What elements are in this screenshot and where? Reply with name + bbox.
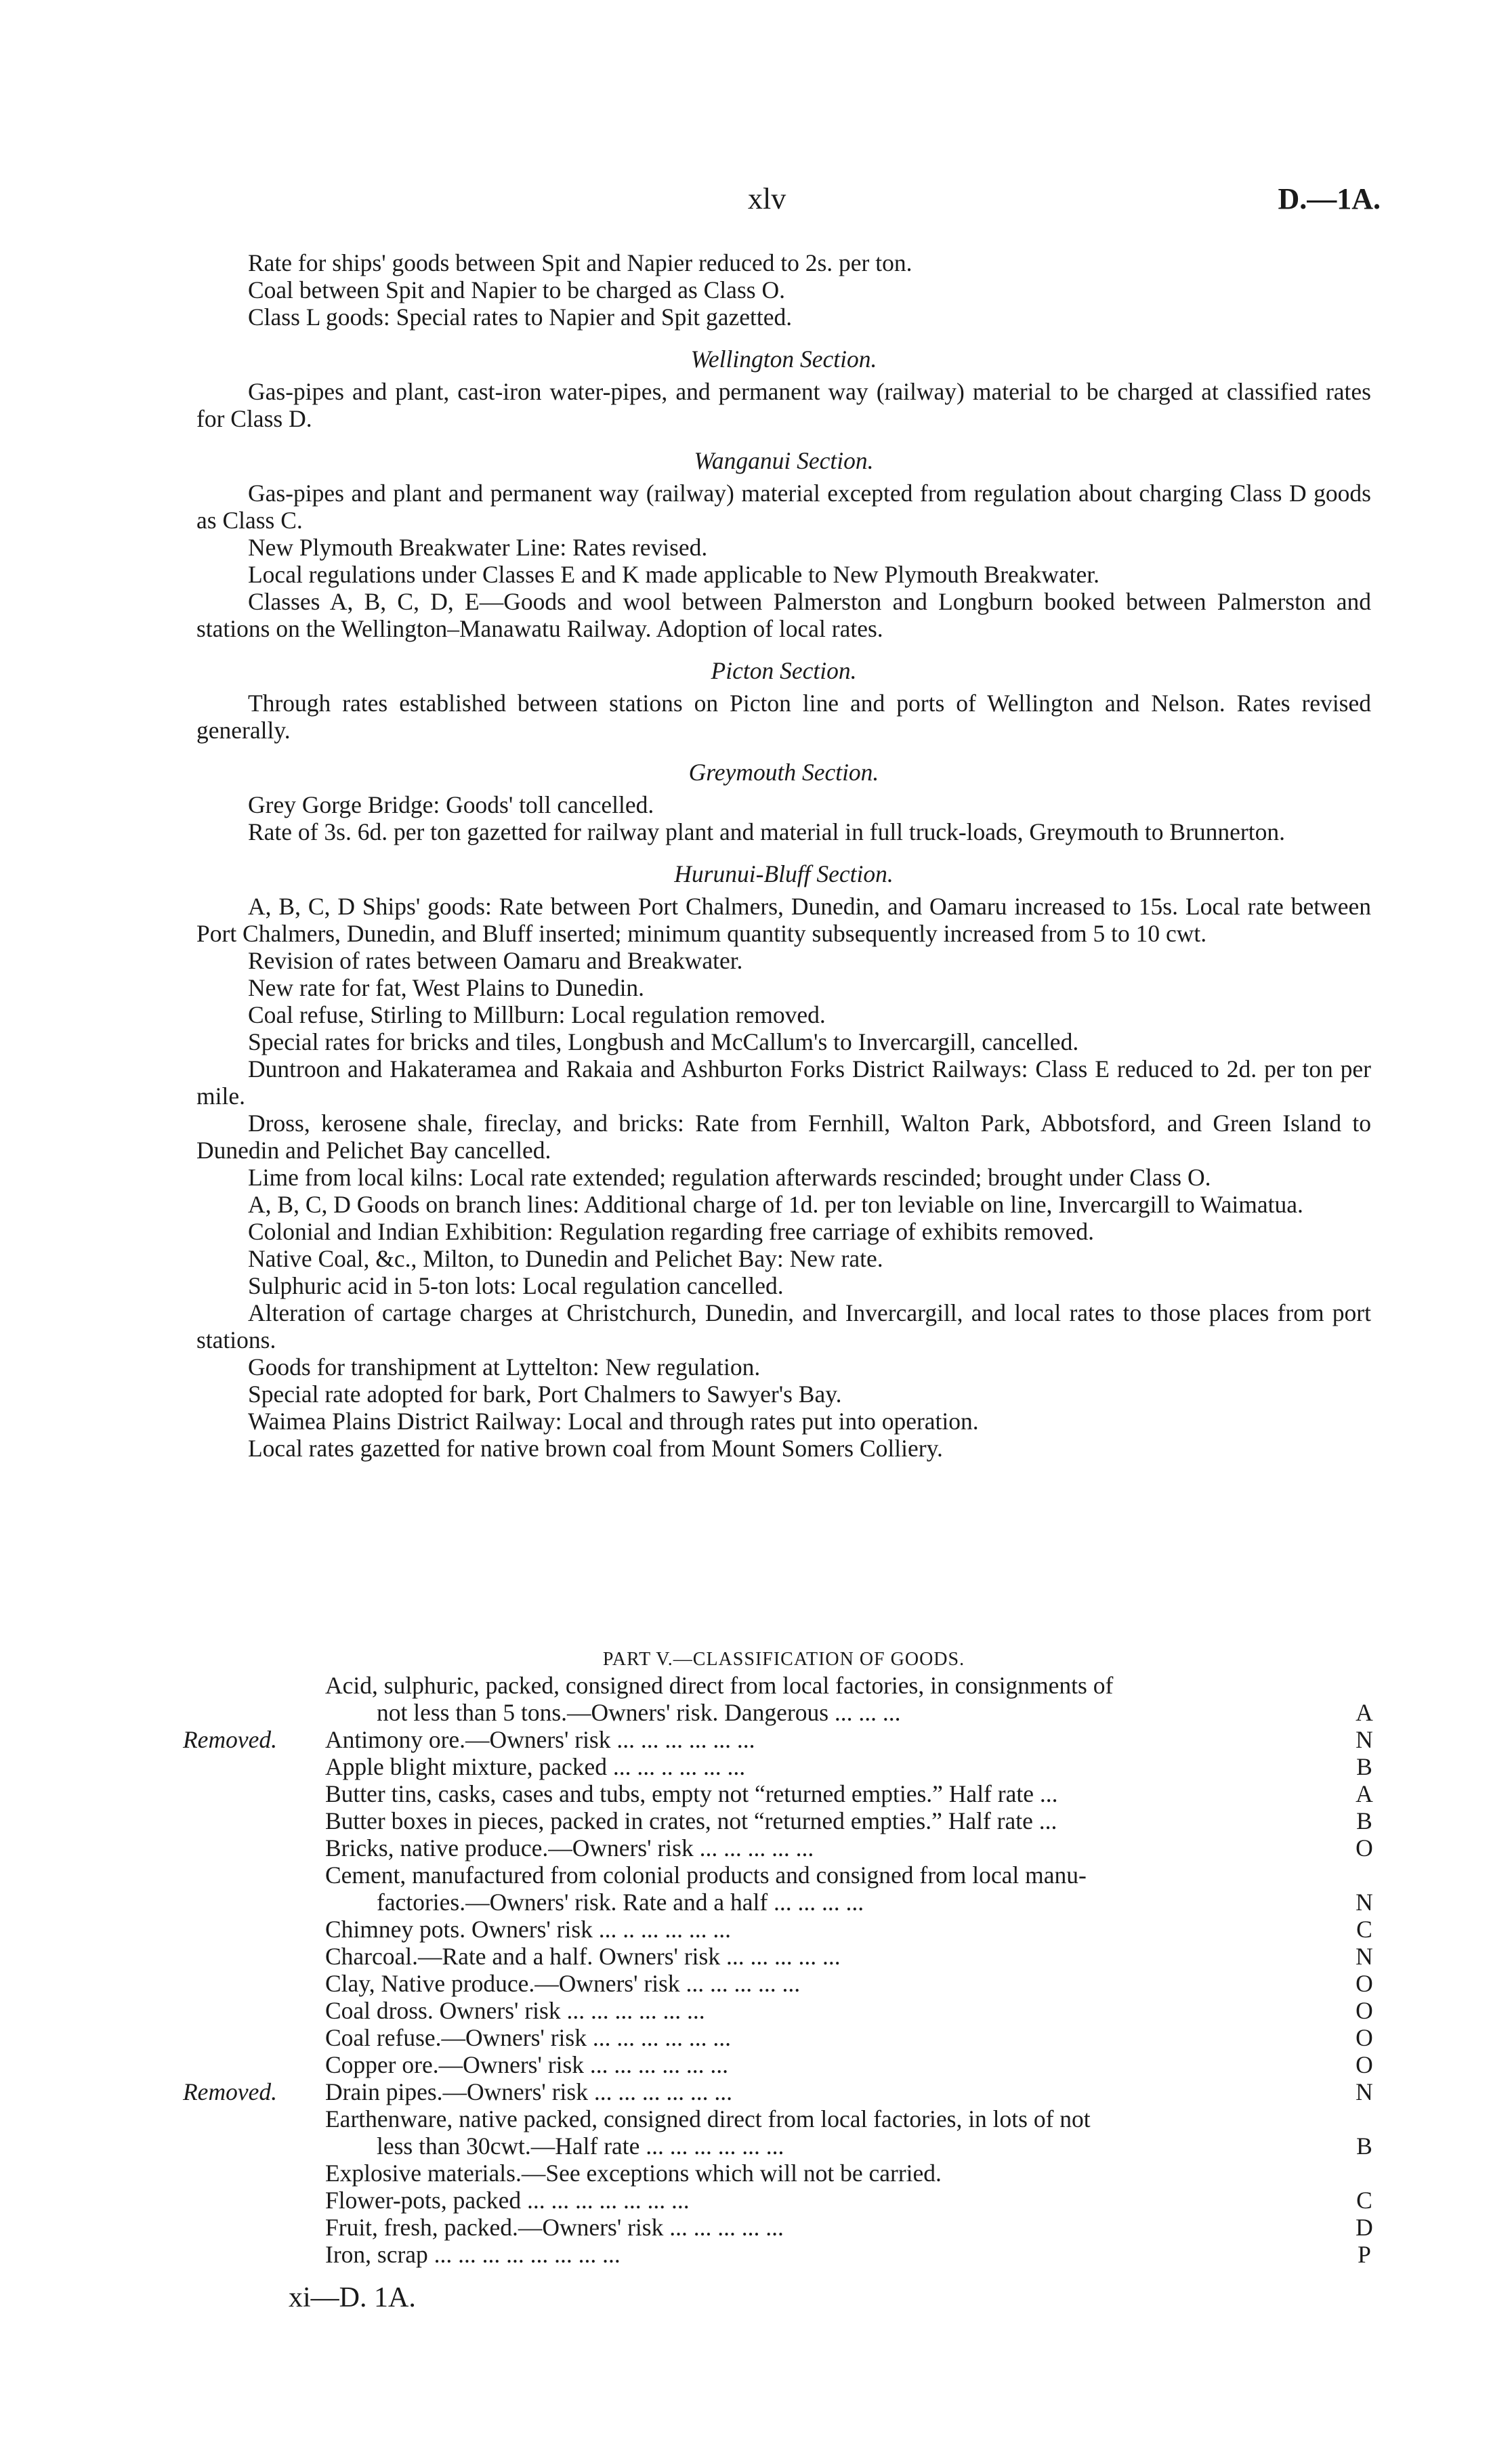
goods-class: O: [1356, 2051, 1373, 2078]
section-heading: Wanganui Section.: [694, 447, 874, 474]
goods-description: [325, 2241, 1294, 2268]
page-header: [0, 182, 1512, 222]
goods-row: [183, 2024, 1385, 2051]
paragraph: Rate for ships' goods between Spit and Napier reduced to 2s. per ton.: [248, 249, 912, 276]
goods-row: [183, 1780, 1385, 1807]
goods-row: [183, 1997, 1385, 2024]
goods-class: N: [1356, 1889, 1373, 1916]
section-heading: Wellington Section.: [690, 345, 877, 373]
goods-description-line: Fruit, fresh, packed.—Owners' risk ... ... ... ... ...: [325, 2214, 784, 2241]
goods-description: [325, 2024, 1294, 2051]
goods-row: [183, 1726, 1385, 1753]
body-text: [196, 249, 1371, 1462]
goods-class: N: [1356, 1943, 1373, 1970]
paragraph: Rate of 3s. 6d. per ton gazetted for railway plant and material in full truck-loads, Greymouth to Brunnerton.: [248, 818, 1285, 845]
paragraph: Duntroon and Hakateramea and Rakaia and Ashburton Forks District Railways: Class E reduced to 2d. per ton per mile.: [196, 1055, 1371, 1110]
goods-description-line: Iron, scrap ... ... ... ... ... ... ... ...: [325, 2241, 621, 2268]
goods-description-line: not less than 5 tons.—Owners' risk. Dangerous ... ... ...: [377, 1699, 901, 1726]
goods-row: [183, 2160, 1385, 2187]
paragraph: New rate for fat, West Plains to Dunedin.: [248, 974, 645, 1001]
paragraph: Through rates established between stations on Picton line and ports of Wellington and Nelson. Rates revised generally.: [196, 690, 1371, 744]
part-title: PART V.—CLASSIFICATION OF GOODS.: [602, 1649, 965, 1670]
paragraph: Sulphuric acid in 5-ton lots: Local regulation cancelled.: [248, 1272, 784, 1299]
goods-description: [325, 1834, 1294, 1861]
goods-description-line: Cement, manufactured from colonial products and consigned from local manu-: [325, 1861, 1087, 1889]
goods-description-line: Drain pipes.—Owners' risk ... ... ... ... ... ...: [325, 2078, 732, 2105]
goods-description: [325, 1997, 1294, 2024]
goods-description-line: Acid, sulphuric, packed, consigned direct from local factories, in consignments of: [325, 1672, 1114, 1699]
goods-description: [325, 1861, 1294, 1916]
paragraph: Special rates for bricks and tiles, Longbush and McCallum's to Invercargill, cancelled.: [248, 1028, 1079, 1055]
goods-description-line: Butter tins, casks, cases and tubs, empty not “returned empties.” Half rate ...: [325, 1780, 1058, 1807]
paragraph: A, B, C, D Ships' goods: Rate between Port Chalmers, Dunedin, and Oamaru increased to 15s. Local rate between Port Chalmers, Dunedin, and Bluff inserted; minimum quantity subsequently increased from 5 to 10 cwt.: [196, 893, 1371, 947]
goods-class: O: [1356, 1970, 1373, 1997]
goods-class: A: [1356, 1699, 1373, 1726]
goods-description: [325, 2078, 1294, 2105]
removed-note: Removed.: [183, 2078, 277, 2105]
goods-class: C: [1356, 2187, 1372, 2214]
goods-description-line: less than 30cwt.—Half rate ... ... ... ... ... ...: [377, 2132, 784, 2160]
paragraph: Class L goods: Special rates to Napier and Spit gazetted.: [248, 303, 793, 331]
goods-row: [183, 1672, 1385, 1726]
goods-row: [183, 2051, 1385, 2078]
goods-description: [325, 2160, 1294, 2187]
goods-class: D: [1356, 2214, 1373, 2241]
section-heading: Greymouth Section.: [688, 759, 879, 786]
page-number: xlv: [748, 182, 786, 215]
goods-description-line: Earthenware, native packed, consigned direct from local factories, in lots of not: [325, 2105, 1091, 2132]
paragraph: Native Coal, &c., Milton, to Dunedin and Pelichet Bay: New rate.: [248, 1245, 883, 1272]
goods-row: [183, 2214, 1385, 2241]
goods-row: [183, 1861, 1385, 1916]
goods-class: P: [1358, 2241, 1371, 2268]
removed-note: Removed.: [183, 1726, 277, 1753]
paragraph: Grey Gorge Bridge: Goods' toll cancelled.: [248, 791, 654, 818]
goods-row: [183, 1834, 1385, 1861]
paragraph: Local rates gazetted for native brown coal from Mount Somers Colliery.: [248, 1435, 943, 1462]
goods-class: B: [1356, 1753, 1372, 1780]
goods-description: [325, 1672, 1294, 1726]
document-code: D.—1A.: [1278, 182, 1381, 215]
goods-description: [325, 1916, 1294, 1943]
paragraph: Coal refuse, Stirling to Millburn: Local regulation removed.: [248, 1001, 826, 1028]
paragraph: Colonial and Indian Exhibition: Regulation regarding free carriage of exhibits removed.: [248, 1218, 1095, 1245]
goods-class: O: [1356, 2024, 1373, 2051]
paragraph: Dross, kerosene shale, fireclay, and bricks: Rate from Fernhill, Walton Park, Abbotsford, and Green Island to Dunedin and Pelichet Bay cancelled.: [196, 1110, 1371, 1164]
goods-description: [325, 1807, 1294, 1834]
goods-row: [183, 2078, 1385, 2105]
goods-description: [325, 1943, 1294, 1970]
goods-row: [183, 2105, 1385, 2160]
goods-description: [325, 2051, 1294, 2078]
paragraph: Coal between Spit and Napier to be charged as Class O.: [248, 276, 785, 303]
goods-description-line: Copper ore.—Owners' risk ... ... ... ... ... ...: [325, 2051, 729, 2078]
paragraph: Gas-pipes and plant and permanent way (railway) material excepted from regulation about charging Class D goods as Class C.: [196, 480, 1371, 534]
paragraph: Special rate adopted for bark, Port Chalmers to Sawyer's Bay.: [248, 1381, 842, 1408]
paragraph: Revision of rates between Oamaru and Breakwater.: [248, 947, 743, 974]
goods-class: N: [1356, 2078, 1373, 2105]
goods-class: A: [1356, 1780, 1373, 1807]
goods-class: O: [1356, 1834, 1373, 1861]
goods-row: [183, 1916, 1385, 1943]
goods-description: [325, 1970, 1294, 1997]
goods-description: [325, 1726, 1294, 1753]
goods-class: O: [1356, 1997, 1373, 2024]
goods-description: [325, 2214, 1294, 2241]
paragraph: Local regulations under Classes E and K made applicable to New Plymouth Breakwater.: [248, 561, 1099, 588]
section-heading: Picton Section.: [711, 657, 857, 684]
goods-row: [183, 1970, 1385, 1997]
goods-description-line: factories.—Owners' risk. Rate and a half ... ... ... ...: [377, 1889, 864, 1916]
paragraph: Alteration of cartage charges at Christchurch, Dunedin, and Invercargill, and local rates to those places from port stations.: [196, 1299, 1371, 1353]
section-heading: Hurunui-Bluff Section.: [674, 860, 894, 887]
goods-description-line: Charcoal.—Rate and a half. Owners' risk ... ... ... ... ...: [325, 1943, 841, 1970]
paragraph: New Plymouth Breakwater Line: Rates revised.: [248, 534, 708, 561]
goods-class: N: [1356, 1726, 1373, 1753]
goods-description-line: Clay, Native produce.—Owners' risk ... ... ... ... ...: [325, 1970, 801, 1997]
paragraph: A, B, C, D Goods on branch lines: Additional charge of 1d. per ton leviable on line, Invercargill to Waimatua.: [248, 1191, 1303, 1218]
goods-row: [183, 2187, 1385, 2214]
goods-class: B: [1356, 1807, 1372, 1834]
goods-class: B: [1356, 2132, 1372, 2160]
goods-classification-list: [183, 1672, 1385, 2268]
goods-description-line: Explosive materials.—See exceptions which will not be carried.: [325, 2160, 942, 2187]
goods-description-line: Coal refuse.—Owners' risk ... ... ... ... ... ...: [325, 2024, 731, 2051]
goods-description: [325, 2187, 1294, 2214]
goods-description-line: Chimney pots. Owners' risk ... .. ... ... ... ...: [325, 1916, 732, 1943]
goods-row: [183, 1943, 1385, 1970]
goods-description-line: Coal dross. Owners' risk ... ... ... ... ... ...: [325, 1997, 705, 2024]
paragraph: Gas-pipes and plant, cast-iron water-pipes, and permanent way (railway) material to be charged at classified rates for Class D.: [196, 378, 1371, 432]
goods-row: [183, 1807, 1385, 1834]
goods-description-line: Flower-pots, packed ... ... ... ... ... ... ...: [325, 2187, 690, 2214]
goods-description: [325, 1780, 1294, 1807]
goods-row: [183, 1753, 1385, 1780]
goods-description-line: Apple blight mixture, packed ... ... .. ... ... ...: [325, 1753, 746, 1780]
goods-description: [325, 2105, 1294, 2160]
goods-description: [325, 1753, 1294, 1780]
paragraph: Classes A, B, C, D, E—Goods and wool between Palmerston and Longburn booked between Palmerston and stations on the Wellington–Manawatu Railway. Adoption of local rates.: [196, 588, 1371, 642]
paragraph: Lime from local kilns: Local rate extended; regulation afterwards rescinded; brought under Class O.: [248, 1164, 1211, 1191]
goods-row: [183, 2241, 1385, 2268]
page-footer: xi—D. 1A.: [289, 2282, 416, 2313]
goods-description-line: Antimony ore.—Owners' risk ... ... ... ... ... ...: [325, 1726, 755, 1753]
goods-description-line: Butter boxes in pieces, packed in crates, not “returned empties.” Half rate ...: [325, 1807, 1057, 1834]
goods-class: C: [1356, 1916, 1372, 1943]
goods-description-line: Bricks, native produce.—Owners' risk ... ... ... ... ...: [325, 1834, 814, 1861]
paragraph: Waimea Plains District Railway: Local and through rates put into operation.: [248, 1408, 979, 1435]
paragraph: Goods for transhipment at Lyttelton: New regulation.: [248, 1353, 761, 1381]
